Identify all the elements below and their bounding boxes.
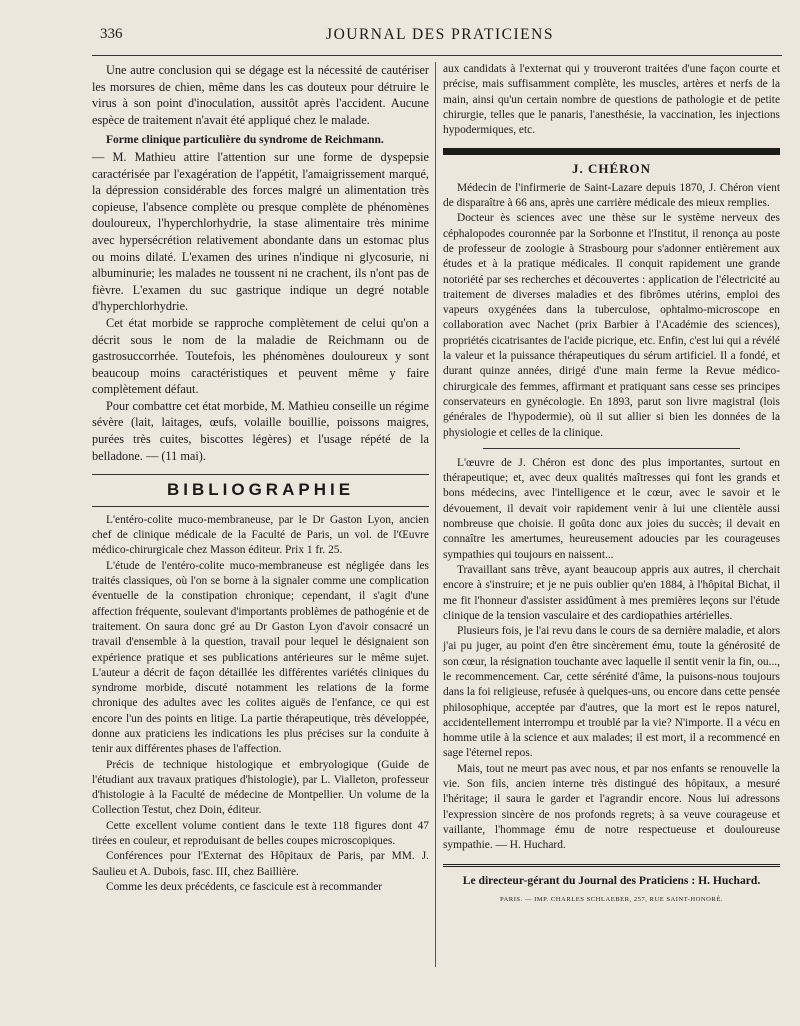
rabies-conclusion-paragraph: Une autre conclusion qui se dégage est la nécessité de cautériser les morsures de chien, même dans les cas douteux pour détruire le virus à son point d'inoculation, aussitôt après l'accident. Aucune espèce de traitement n'avait été appliqué chez le malade. [92, 63, 429, 127]
printer-line: PARIS. — IMP. CHARLES SCHLAEBER, 257, RUE SAINT-HONORÉ. [499, 895, 724, 903]
obituary-paragraph-5: Plusieurs fois, je l'ai revu dans le cours de sa dernière maladie, et alors j'ai pu juger, au point d'en être sincèrement ému, toute la générosité de son cœur, la résignation touchante avec laquelle il sentit venir la fin, ou..., le recommencement. Car, cette sérénité d'âme, la puisons-nous toujours dans la foi religieuse, refusée à quelques-uns, ou encore dans cette pensée philosophique, acceptée par d'autres, que la mort est le repos naturel, accidentellement interrompu et troublé par la vie? N'importe. Il a vécu en homme utile à la science et aux malades; il est mort, il a recommencé en sage l'éternel repos. [443, 625, 780, 760]
bibliography-heading-block [92, 474, 429, 507]
imprint-rule [443, 864, 780, 867]
journal-title: JOURNAL DES PRATICIENS [326, 26, 554, 43]
obituary-paragraph-3: L'œuvre de J. Chéron est donc des plus importantes, surtout en thérapeutique; et, avec deux qualités maîtresses qui font les grands et bons médecins, avec l'intelligence et le cœur, avec le savoir et le dévouement, il devait voir rapidement venir à lui une clientèle aussi nombreuse que choisie. Il goûta donc aux joies du succès; il devait en connaître les amertumes, heureusement adoucies par les courageuses sympathies qui toujours en naissent... [443, 456, 780, 561]
biblio-entry-conferences: Conférences pour l'Externat des Hôpitaux de Paris, par MM. J. Saulieu et A. Dubois, fasc. III, chez Baillière. [92, 850, 429, 878]
reichmann-paragraph-2: Cet état morbide se rapproche complètement de celui qu'on a décrit sous le nom de la maladie de Reichmann ou de gastrosuccorrhée. Toutefois, les phénomènes douloureux y sont beaucoup moins caractéristiques et peuvent même y faire complètement défaut. [92, 315, 429, 397]
obituary-paragraph-1: Médecin de l'infirmerie de Saint-Lazare depuis 1870, J. Chéron vient de disparaître à 66 ans, après une carrière médicale des mieux remplies. [443, 181, 780, 210]
column-divider [435, 62, 436, 967]
obituary-paragraph-4: Travaillant sans trêve, ayant beaucoup appris aux autres, il cherchait encore à s'instruire; et je ne puis oublier qu'en 1884, à l'hôpital Bichat, il me fit l'honneur d'assister assidûment à mes premières leçons sur l'étude clinique de la tension vasculaire et des cardiopathies artérielles. [443, 563, 780, 622]
biblio-review-histologie: Cette excellent volume contient dans le texte 118 figures dont 47 tirées en couleur, et reproduisant de belles coupes microscopiques. [92, 819, 429, 848]
right-column [443, 62, 780, 907]
obituary-separator [483, 448, 740, 449]
page-number: 336 [100, 26, 123, 42]
conferences-continuation: aux candidats à l'externat qui y trouveront traitées d'une façon courte et précise, mais suffisamment complète, les muscles, artères et nerfs de la main, ainsi qu'un certain nombre de questions de pathologie et de petite chirurgie, telles que le panaris, l'anesthésie, la vaccination, les injections hypodermiques, etc. [443, 63, 780, 137]
biblio-rule-top [92, 474, 429, 475]
biblio-entry-enterocolite: L'entéro-colite muco-membraneuse, par le Dr Gaston Lyon, ancien chef de clinique médicale de la Faculté de Paris, un vol. de l'Œuvre médico-chirurgicale chez Masson éditeur. Prix 1 fr. 25. [92, 513, 429, 557]
obituary-paragraph-2: Docteur ès sciences avec une thèse sur le système nerveux des céphalopodes couronnée par la Sorbonne et l'Institut, il renonça au poste de professeur de zoologie à Strasbourg pour s'adonner entièrement aux études et à la pratique médicales. Il conquit rapidement une grande notoriété par ses recherches et découvertes : application de l'électricité au traitement de diverses maladies et des fibrômes utérins, emploi des vapeurs oxygénées dans la tuberculose, ophtalmo-microscope en collaboration avec Nachet (prix Barbier à l'Académie des sciences), propriétés cicatrisantes de l'acide picrique, etc. Enfin, c'est lui qui a révélé la valeur et la puissance thérapeutiques du sérum artificiel. Il a fondé, et durant quinze années, dirigé d'une main ferme la Revue médico-chirurgicale des femmes, affirmant et pratiquant sans cesse ses principes conservateurs en gynécologie. En 1893, parut son livre magistral (lois générales de l'hypodermie), où il sut allier si bien les données de la physiologie et celles de la clinique. [443, 212, 780, 439]
reichmann-paragraph-3: Pour combattre cet état morbide, M. Mathieu conseille un régime sévère (lait, laitages, œufs, volaille bouillie, poissons maigres, purées très cuites, biscottes légères) et l'usage répété de la belladone. — (11 mai). [92, 398, 429, 463]
reichmann-subheading: Forme clinique particulière du syndrome de Reichmann. [106, 134, 384, 147]
biblio-entry-histologie: Précis de technique histologique et embryologique (Guide de l'étudiant aux travaux pratiques d'histologie), par L. Vialleton, professeur d'histologie à la Faculté de médecine de Montpellier. Un volume de la Collection Testut, chez Doin, éditeur. [92, 758, 429, 817]
biblio-review-conferences: Comme les deux précédents, ce fascicule est à recommander [106, 880, 383, 893]
page-header [100, 26, 780, 48]
reichmann-paragraph-1: — M. Mathieu attire l'attention sur une forme de dyspepsie caractérisée par l'exagération de l'appétit, l'amaigrissement marqué, la dépression considérable des forces malgré un alimentation très copieuse, l'absence complète ou presque complète de phénomènes douloureux, l'hyperchlorhydrie, la stase alimentaire très minime avec hypersécrétion relativement abondante dans un estomac plus ou moins dilaté. L'examen des urines n'indique ni glycosurie, ni albuminurie; les malades ne toussent ni ne crachent, ils n'ont pas de fièvre. L'examen du suc gastrique indique un degré notable d'hyperchlorhydrie. [92, 149, 429, 314]
bibliography-section [92, 513, 429, 895]
obituary-rule [443, 148, 780, 155]
bibliography-title: BIBLIOGRAPHIE [166, 480, 355, 500]
biblio-review-enterocolite: L'étude de l'entéro-colite muco-membraneuse est négligée dans les traités classiques, où l'on se borne à la signaler comme une complication éventuelle de la constipation chronique; cependant, il s'agit d'une affection fréquente, soulevant d'importants problèmes de pathogénie et de traitement. On saura donc gré au Dr Gaston Lyon d'avoir consacré un travail d'ensemble à la question, travail pour lequel le désignaient son expérience pratique et ses publications antérieures sur le même sujet. L'auteur a décrit de façon détaillée les différentes variétés cliniques du syndrome morbide, discuté notamment les relations de la forme chronique des adultes avec les colites aiguës de l'enfance, ce qui est encore l'un des points en litige. La partie thérapeutique, très développée, donne aux praticiens les indications les plus précises sur la conduite à tenir aux différentes phases de l'affection. [92, 559, 429, 756]
director-line: Le directeur-gérant du Journal des Praticiens : H. Huchard. [462, 873, 761, 887]
obituary-paragraph-6: Mais, tout ne meurt pas avec nous, et par nos enfants se renouvelle la vie. Son fils, ancien interne très distingué des hôpitaux, a mesuré l'héritage; il saura le garder et l'agrandir encore. Nous lui adressons l'expression sincère de nos profonds regrets; à sa veuve courageuse et vaillante, l'hommage ému de notre respectueuse et douloureuse sympathie. — H. Huchard. [443, 762, 780, 852]
header-rule [92, 55, 782, 56]
obituary-title: J. CHÉRON [571, 161, 652, 177]
left-column [92, 62, 429, 895]
biblio-rule-bottom [92, 506, 429, 507]
